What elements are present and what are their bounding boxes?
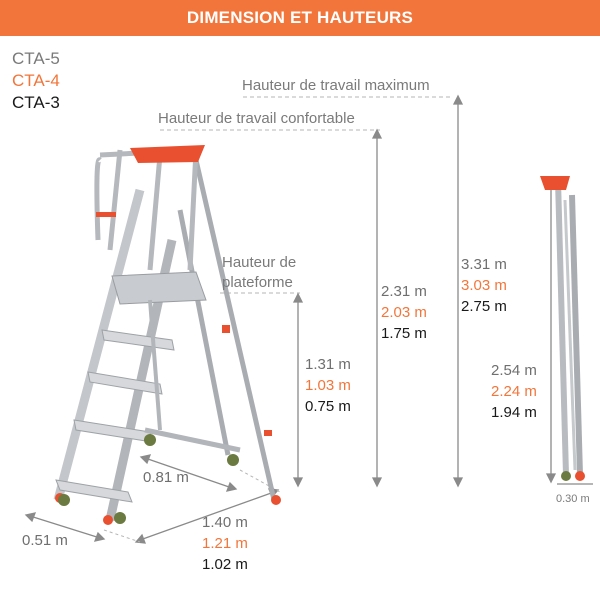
platform-height-label xyxy=(222,253,296,293)
platform-depth-value: 0.81 m xyxy=(143,469,189,486)
model-cta4: CTA-4 xyxy=(12,71,60,90)
platform-height-label-line1: Hauteur de xyxy=(222,254,297,271)
folded-cta4: 2.24 m xyxy=(491,383,537,400)
width-value: 0.51 m xyxy=(22,532,68,549)
comfort-work-cta4: 2.03 m xyxy=(381,304,427,321)
max-height-label: Hauteur de travail maximum xyxy=(242,77,430,94)
max-work-cta3: 2.75 m xyxy=(461,298,507,315)
depth-cta5: 1.40 m xyxy=(202,514,248,531)
platform-cta4: 1.03 m xyxy=(305,377,351,394)
model-cta3: CTA-3 xyxy=(12,93,60,112)
folded-cta5: 2.54 m xyxy=(491,362,537,379)
max-work-cta5: 3.31 m xyxy=(461,256,507,273)
folded-ladder xyxy=(540,176,585,481)
platform-cta5: 1.31 m xyxy=(305,356,351,373)
platform-height-label-line2: plateforme xyxy=(222,274,293,291)
platform-cta3: 0.75 m xyxy=(305,398,351,415)
max-work-cta4: 3.03 m xyxy=(461,277,507,294)
folded-depth-value: 0.30 m xyxy=(556,493,590,505)
depth-cta3: 1.02 m xyxy=(202,556,248,573)
depth-cta4: 1.21 m xyxy=(202,535,248,552)
folded-cta3: 1.94 m xyxy=(491,404,537,421)
comfort-height-label: Hauteur de travail confortable xyxy=(158,110,355,127)
model-cta5: CTA-5 xyxy=(12,49,60,68)
comfort-work-cta5: 2.31 m xyxy=(381,283,427,300)
comfort-work-cta3: 1.75 m xyxy=(381,325,427,342)
dimension-arrows xyxy=(26,96,593,543)
banner-title: DIMENSION ET HAUTEURS xyxy=(186,8,414,27)
